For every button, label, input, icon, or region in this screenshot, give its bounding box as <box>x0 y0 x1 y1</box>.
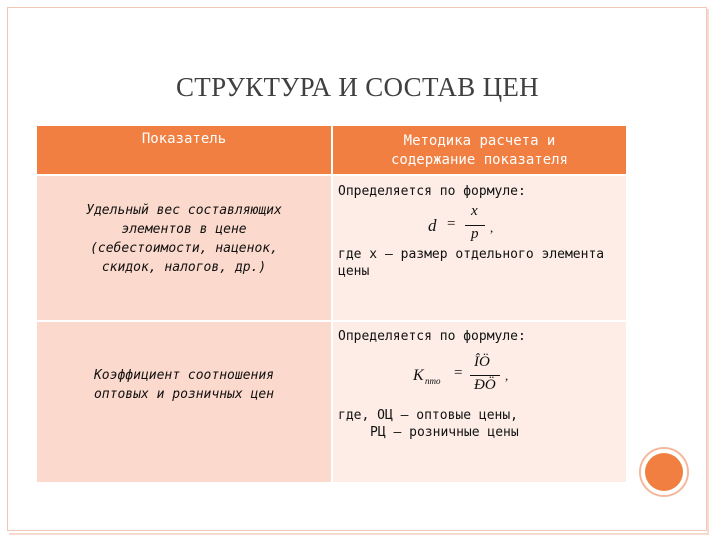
formula-tail: , <box>490 220 494 235</box>
header-method <box>333 126 626 174</box>
method-line: цены <box>338 264 370 279</box>
indicator-line: элементов в цене <box>121 222 247 237</box>
header-method-line2: содержание показателя <box>390 152 568 168</box>
formula-denominator: ÐÖ <box>474 377 496 393</box>
table-row-2-method <box>333 322 626 482</box>
indicator-line: оптовых и розничных цен <box>93 387 274 402</box>
accent-circle-icon <box>638 446 690 498</box>
header-indicator-label: Показатель <box>141 131 227 147</box>
method-intro: Определяется по формуле: <box>338 329 526 344</box>
indicator-line: Коэффициент соотношения <box>93 368 274 383</box>
indicator-text <box>37 366 331 404</box>
header-method-line1: Методика расчета и <box>403 133 556 149</box>
formula-numerator: x <box>471 203 478 219</box>
indicator-line: Удельный вес составляющих <box>86 203 282 218</box>
formula-tail: , <box>505 368 509 383</box>
formula-eq: = <box>447 216 456 232</box>
slide-title: СТРУКТУРА И СОСТАВ ЦЕН <box>176 72 539 102</box>
formula-lhs: K <box>413 367 424 384</box>
column-divider <box>331 174 333 482</box>
table-row-1-method <box>333 176 626 320</box>
header-indicator <box>37 126 331 174</box>
method-intro: Определяется по формуле: <box>338 184 526 199</box>
method-line: где, ОЦ – оптовые цены, <box>338 408 519 423</box>
method-line: РЦ – розничные цены <box>370 425 519 440</box>
table-row-1-indicator <box>37 176 331 320</box>
indicator-line: (себестоимости, наценок, <box>90 241 278 256</box>
method-line: где х – размер отдельного элемента <box>338 247 605 262</box>
formula-subscript: пто <box>425 376 441 386</box>
indicator-line: скидок, налогов, др.) <box>101 260 267 275</box>
table-row-2-indicator <box>37 322 331 482</box>
formula-numerator: ÎÖ <box>474 354 490 370</box>
fraction-bar <box>470 375 500 376</box>
indicator-text <box>37 201 331 277</box>
formula-denominator: p <box>471 226 479 242</box>
formula-lhs: d <box>428 216 437 235</box>
formula-eq: = <box>454 365 463 381</box>
